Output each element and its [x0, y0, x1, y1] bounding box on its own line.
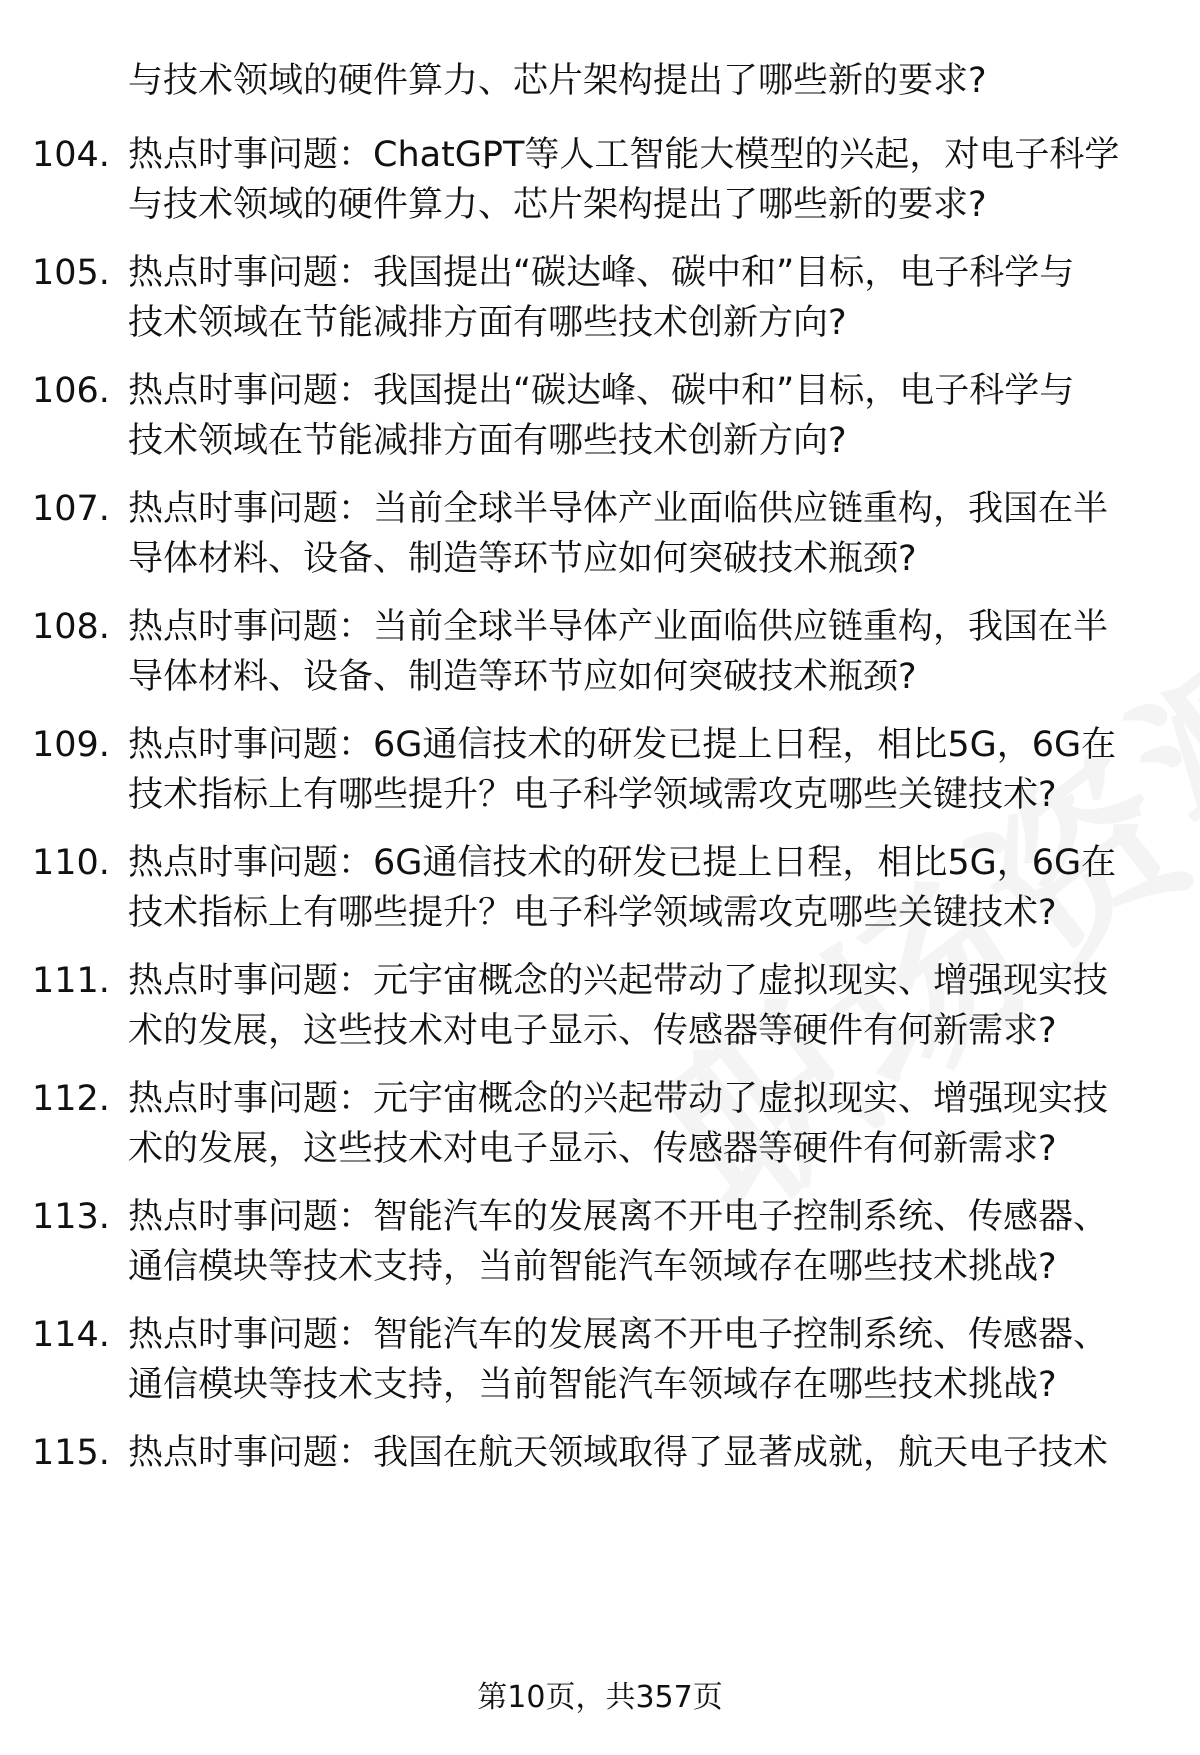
question-line: 热点时事问题：元宇宙概念的兴起带动了虚拟现实、增强现实技: [128, 961, 1109, 1001]
question-text: [128, 248, 1173, 348]
question-line: 热点时事问题：ChatGPT等人工智能大模型的兴起，对电子科学: [128, 135, 1120, 175]
question-number: 114.: [32, 1315, 110, 1355]
continuation-line: 与技术领域的硬件算力、芯片架构提出了哪些新的要求?: [128, 61, 987, 101]
question-line: 热点时事问题：当前全球半导体产业面临供应链重构，我国在半: [128, 489, 1109, 529]
question-text: [128, 484, 1173, 584]
question-line: 热点时事问题：智能汽车的发展离不开电子控制系统、传感器、: [128, 1315, 1109, 1355]
question-line: 热点时事问题：元宇宙概念的兴起带动了虚拟现实、增强现实技: [128, 1079, 1109, 1119]
question-line: 热点时事问题：6G通信技术的研发已提上日程，相比5G，6G在: [128, 725, 1117, 765]
question-text: [128, 602, 1173, 702]
question-line: 通信模块等技术支持，当前智能汽车领域存在哪些技术挑战?: [128, 1247, 1057, 1287]
question-line: 热点时事问题：我国提出“碳达峰、碳中和”目标，电子科学与: [128, 253, 1075, 293]
page-footer: 第10页，共357页: [477, 1680, 723, 1715]
question-line: 术的发展，这些技术对电子显示、传感器等硬件有何新需求?: [128, 1129, 1057, 1169]
question-line: 技术指标上有哪些提升？电子科学领域需攻克哪些关键技术?: [128, 775, 1057, 815]
question-text: [128, 366, 1173, 466]
question-number: 105.: [32, 253, 110, 293]
question-text: [128, 1310, 1173, 1410]
question-line: 热点时事问题：6G通信技术的研发已提上日程，相比5G，6G在: [128, 843, 1117, 883]
question-line: 通信模块等技术支持，当前智能汽车领域存在哪些技术挑战?: [128, 1365, 1057, 1405]
question-number: 115.: [32, 1433, 110, 1473]
question-text: [128, 838, 1173, 938]
question-number: 112.: [32, 1079, 110, 1119]
question-text: [128, 1428, 1173, 1478]
question-line: 导体材料、设备、制造等环节应如何突破技术瓶颈?: [128, 539, 917, 579]
question-number: 108.: [32, 607, 110, 647]
question-line: 与技术领域的硬件算力、芯片架构提出了哪些新的要求?: [128, 185, 987, 225]
question-line: 技术指标上有哪些提升？电子科学领域需攻克哪些关键技术?: [128, 893, 1057, 933]
question-number: 104.: [32, 135, 110, 175]
question-line: 热点时事问题：我国在航天领域取得了显著成就，航天电子技术: [128, 1433, 1109, 1473]
question-line: 热点时事问题：我国提出“碳达峰、碳中和”目标，电子科学与: [128, 371, 1075, 411]
question-number: 106.: [32, 371, 110, 411]
question-text: [128, 956, 1173, 1056]
question-text: [128, 720, 1173, 820]
question-text: [128, 130, 1173, 230]
question-line: 技术领域在节能减排方面有哪些技术创新方向?: [128, 303, 847, 343]
question-number: 109.: [32, 725, 110, 765]
question-number: 113.: [32, 1197, 110, 1237]
question-line: 热点时事问题：智能汽车的发展离不开电子控制系统、传感器、: [128, 1197, 1109, 1237]
question-text: [128, 1074, 1173, 1174]
question-number: 107.: [32, 489, 110, 529]
question-line: 术的发展，这些技术对电子显示、传感器等硬件有何新需求?: [128, 1011, 1057, 1051]
question-number: 110.: [32, 843, 110, 883]
question-line: 导体材料、设备、制造等环节应如何突破技术瓶颈?: [128, 657, 917, 697]
question-text: [128, 1192, 1173, 1292]
question-line: 热点时事问题：当前全球半导体产业面临供应链重构，我国在半: [128, 607, 1109, 647]
question-line: 技术领域在节能减排方面有哪些技术创新方向?: [128, 421, 847, 461]
question-number: 111.: [32, 961, 110, 1001]
